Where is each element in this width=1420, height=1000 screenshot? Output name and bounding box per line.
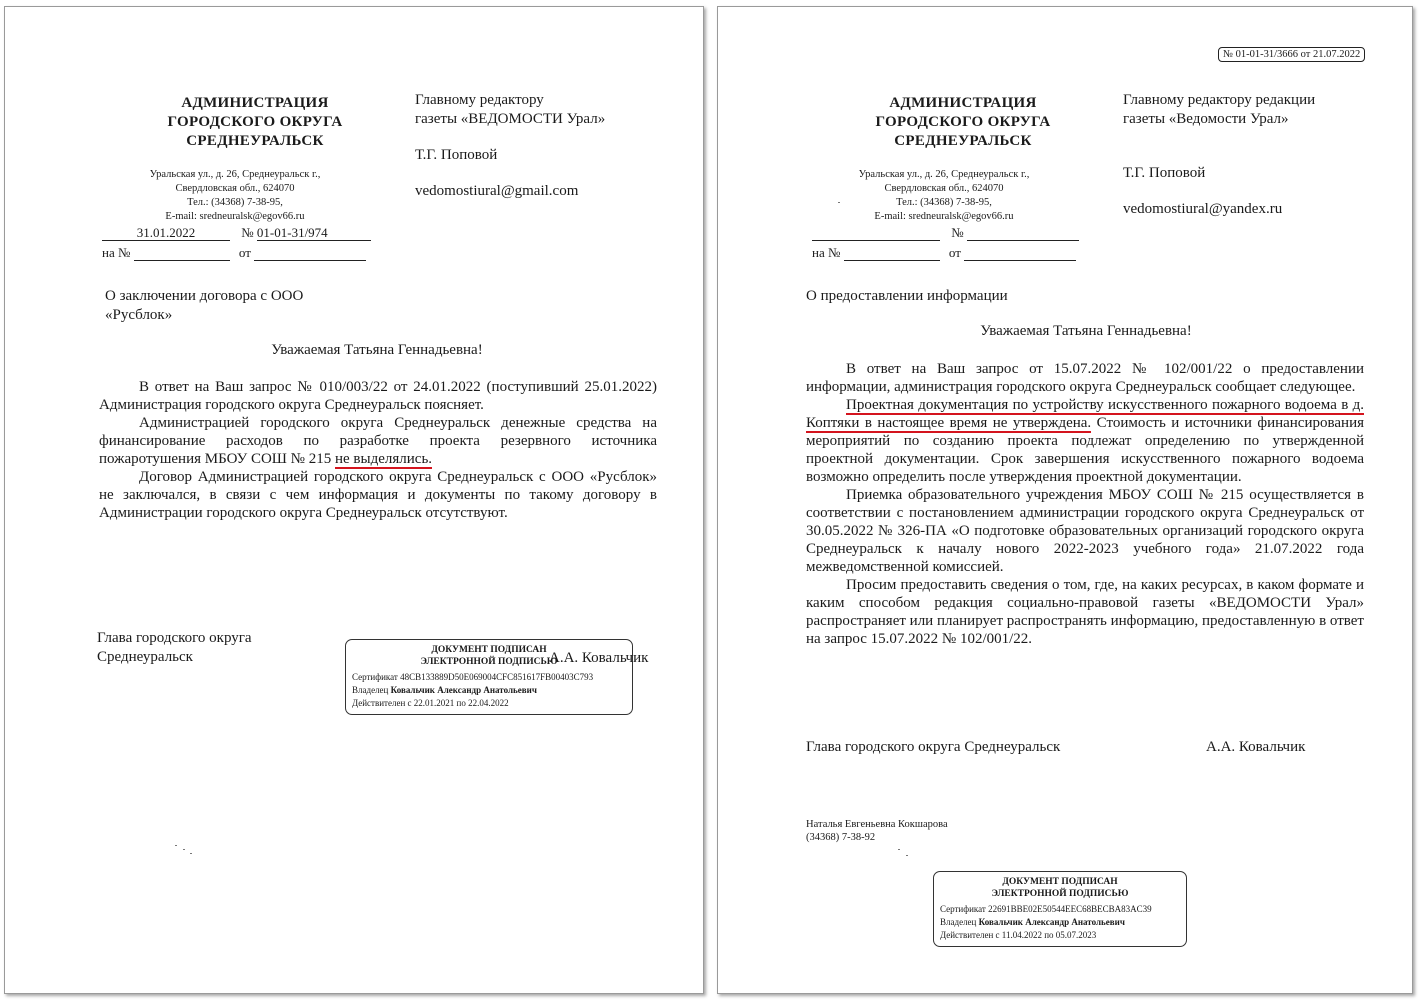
letter-page-right [717, 6, 1413, 994]
paragraph: В ответ на Ваш запрос № 010/003/22 от 24.01.2022 (поступивший 25.01.2022) Администрация городского округа Среднеуральск поясняет. [99, 379, 657, 413]
outgoing-number-row [102, 225, 382, 241]
paragraph: Приемка образовательного учреждения МБОУ СОШ № 215 осуществляется в соответствии с постановлением администрации городского округа Среднеуральск от 30.05.2022 № 326-ПА «О подготовке образовательных организаций городского округа Среднеуральск к началу нового 2022-2023 учебного года» 21.07.2022 года межведомственной комиссией. [806, 487, 1364, 575]
registration-number: № 01-01-31/3666 от 21.07.2022 [1218, 47, 1365, 62]
letter-page-left [4, 6, 704, 994]
letter-body [806, 360, 1364, 648]
letter-body [99, 378, 657, 522]
letter-subject: О предоставлении информации [806, 288, 1008, 304]
outgoing-date: 31.01.2022 [102, 225, 230, 241]
signatory-name: А.А. Ковальчик [1206, 739, 1306, 755]
org-address: Уральская ул., д. 26, Среднеуральск г., Свердловская обл., 624070 Тел.: (34368) 7-38-95, E-mail: sredneuralsk@egov66.ru [149, 169, 321, 222]
outgoing-number: 01-01-31/974 [257, 225, 371, 241]
paragraph: Проектная документация по устройству искусственного пожарного водоема в д. Коптяки в настоящее время не утверждена. Стоимость и источники финансирования мероприятий по созданию проекта подлежат определению по утвержденной проектной документации. Срок завершения искусственного пожарного водоема возможно определить после утверждения проектной документации. [806, 397, 1364, 485]
letter-subject: О заключении договора с ООО «Русблок» [105, 288, 304, 323]
number-label: № [241, 225, 254, 240]
signatory-title: Глава городского округа Среднеуральск [97, 630, 252, 665]
outgoing-number-row: № [812, 225, 1092, 241]
org-address: Уральская ул., д. 26, Среднеуральск г., Свердловская обл., 624070 Тел.: (34368) 7-38-95, E-mail: sredneuralsk@egov66.ru [858, 169, 1030, 222]
paragraph: В ответ на Ваш запрос от 15.07.2022 № 102/001/22 о предоставлении информации, администрация городского округа Среднеуральск сообщает следующее. [806, 361, 1364, 395]
e-signature-stamp: ДОКУМЕНТ ПОДПИСАН ЭЛЕКТРОННОЙ ПОДПИСЬЮ Сертификат 48CB133889D50E069004CFC851617FB00403C793 Владелец Ковальчик Александр Анатольевич Действителен с 22.01.2021 по 22.04.2022 [345, 639, 633, 715]
addressee: Главному редактору редакции газеты «Ведомости Урал» Т.Г. Поповой vedomostiural@yandex.ru [1123, 92, 1316, 217]
reference-row: на № от [812, 245, 1092, 261]
paragraph: Просим предоставить сведения о том, где, на каких ресурсах, в каком формате и каким способом редакция социально-правовой газеты «ВЕДОМОСТИ Урал» распространяет или планирует распространять информацию, предоставленную в ответ на запрос 15.07.2022 № 102/001/22. [806, 577, 1364, 647]
paragraph: Администрацией городского округа Среднеуральск денежные средства на финансирование расходов по разработке проекта резервного источника пожаротушения МБОУ СОШ № 215 не выделялись. [99, 415, 657, 467]
addressee: Главному редактору газеты «ВЕДОМОСТИ Урал» Т.Г. Поповой vedomostiural@gmail.com [415, 92, 606, 199]
signatory-title: Глава городского округа Среднеуральск [806, 739, 1061, 755]
org-name: АДМИНИСТРАЦИЯ ГОРОДСКОГО ОКРУГА СРЕДНЕУРАЛЬСК [875, 95, 1051, 149]
org-name: АДМИНИСТРАЦИЯ ГОРОДСКОГО ОКРУГА СРЕДНЕУРАЛЬСК [167, 95, 343, 149]
greeting: Уважаемая Татьяна Геннадьевна! [271, 342, 483, 358]
highlighted-text: Проектная документация по устройству искусственного пожарного водоема в д. Коптяки в настоящее время не утверждена. [806, 397, 1364, 431]
highlighted-text: не выделялись. [335, 451, 433, 467]
paragraph: Договор Администрацией городского округа Среднеуральск с ООО «Русблок» не заключался, в связи с чем информация и документы по такому договору в Администрации городского округа Среднеуральск отсутствуют. [99, 469, 657, 521]
signatory-name: А.А. Ковальчик [549, 650, 649, 666]
e-signature-stamp: ДОКУМЕНТ ПОДПИСАН ЭЛЕКТРОННОЙ ПОДПИСЬЮ Сертификат 22691BBE02E50544EEC68BECBA83AC39 Владелец Ковальчик Александр Анатольевич Действителен с 11.04.2022 по 05.07.2023 [933, 871, 1187, 947]
reference-row: на № от [102, 245, 382, 261]
executor-info: Наталья Евгеньевна Кокшарова (34368) 7-38-92 [806, 819, 948, 843]
greeting: Уважаемая Татьяна Геннадьевна! [980, 323, 1192, 339]
